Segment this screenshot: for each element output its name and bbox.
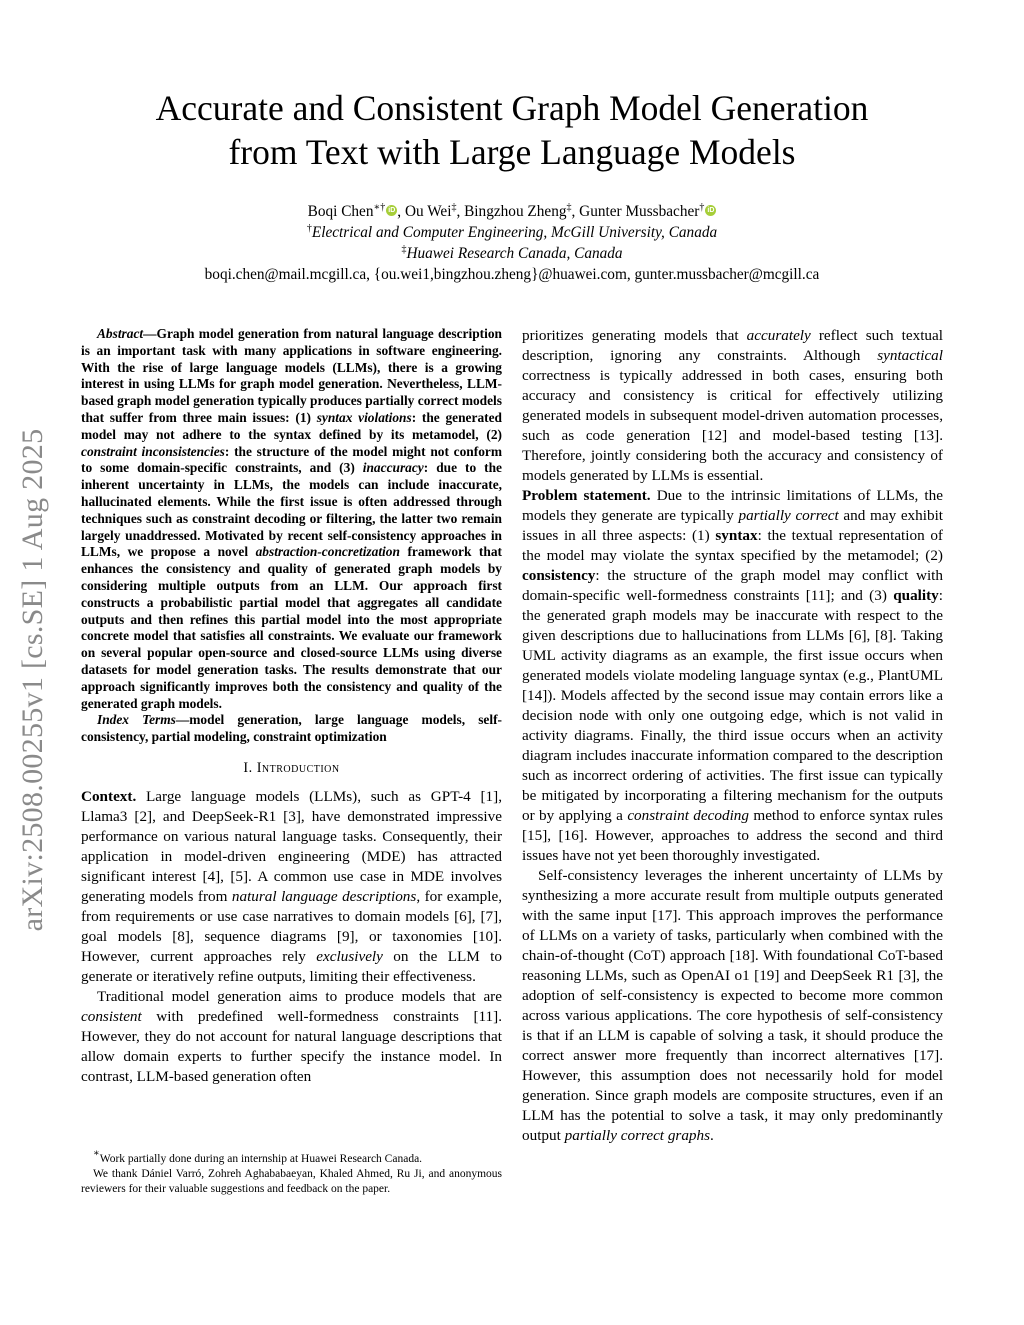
intro-body-left [81,787,502,1087]
paragraph-problem-statement: Problem statement. Due to the intrinsic limitations of LLMs, the models they generate are typically partially correct and may exhibit issues in all three aspects: (1) syntax: the textual representation of the model may violate the syntax specified by the metamodel; (2) consistency: the structure of the graph model may conflict with domain-specific well-formedness constraints [11]; and (3) quality: the generated graph models may be inaccurate with respect to the given descriptions due to hallucinations from LLMs [6], [8]. Taking UML activity diagrams as an example, the first issue occurs when generated models violate modeling language syntax (e.g., PlantUML [14]). Models affected by the second issue may contain errors like a decision node with only one outgoing edge, which is not valid in activity diagrams. Finally, the third issue occurs when an activity diagram includes inaccurate information compared to the description such as incorrect ordering of activities. The first issue can typically be mitigated by incorporating a filtering mechanism for the outputs or by applying a constraint decoding method to enforce syntax rules [15], [16]. However, approaches to address the second and third issues have not yet been thoroughly investigated. [522,487,944,864]
affiliation-2 [80,243,944,264]
right-column [522,326,943,1146]
paragraph-context: Context. Large language models (LLMs), such as GPT-4 [1], Llama3 [2], and DeepSeek-R1 [3], have demonstrated impressive performance on various natural language tasks. Consequently, their application in model-driven engineering (MDE) has attracted significant interest [4], [5]. A common use case in MDE involves generating models from natural language descriptions, for example, from requirements or use case narratives to domain models [6], [7], goal models [8], sequence diagrams [9], or taxonomies [10]. However, current approaches rely exclusively on the LLM to generate or iteratively refine outputs, limiting their effectiveness. [81,787,503,985]
footnote-2: We thank Dániel Varró, Zohreh Aghababaeyan, Khaled Ahmed, Ru Ji, and anonymous reviewers for their valuable suggestions and feedback on the paper. [81,1168,502,1195]
title-line-1: Accurate and Consistent Graph Model Generation [155,88,869,128]
author-1: Boqi Chen [307,203,374,220]
author-3-marks: ‡ [566,202,572,213]
affiliation-2-text: Huawei Research Canada, Canada [406,245,623,262]
author-2-marks: ‡ [451,202,457,213]
author-4-marks: † [699,202,705,213]
context-label: Context. [81,787,137,805]
footnotes [81,1148,502,1197]
abstract-paragraph: Abstract—Graph model generation from natural language description is an important task with many applications in software engineering. With the rise of large language models (LLMs), there is a growing interest in using LLMs for graph model generation. Nevertheless, LLM-based graph model generation typically produces partially correct models that suffer from three main issues: (1) syntax violations: the generated model may not adhere to the syntax defined by its metamodel, (2) constraint inconsistencies: the structure of the model might not conform to some domain-specific constraints, and (3) inaccuracy: due to the inherent uncertainty in LLMs, the models can include inaccurate, hallucinated elements. While the first issue is often addressed through techniques such as constraint decoding or filtering, the latter two remain largely unaddressed. Motivated by recent self-consistency approaches in LLMs, we propose a novel abstraction-concretization framework that enhances the consistency and quality of generated graph models by considering multiple outputs from an LLM. Our approach first constructs a probabilistic partial model that aggregates all candidate outputs and then refines this partial model into the most appropriate concrete model that satisfies all constraints. We evaluate our framework on several popular open-source and closed-source LLMs using diverse datasets for model generation tasks. The results demonstrate that our approach significantly improves both the consistency and quality of the generated graph models. [81,326,502,711]
title-line-2: from Text with Large Language Models [228,132,796,172]
intro-body-right [522,326,943,1146]
orcid-icon[interactable]: iD [388,207,396,214]
section-heading-introduction: I. Introduction [243,759,340,776]
footnote-1: ∗Work partially done during an internship at Huawei Research Canada. [93,1148,423,1165]
author-3: , Bingzhou Zheng [456,203,567,220]
author-block [80,201,944,285]
paragraph-traditional: Traditional model generation aims to produce models that are consistent with predefined well-formedness constraints [11]. However, they do not account for natural language descriptions that allow domain experts to further specify the instance model. In contrast, LLM-based generation often [81,987,502,1085]
left-column [81,326,502,1087]
affiliation-1 [80,222,944,243]
paragraph-traditional-continued: prioritizes generating models that accurately reflect such textual description, ignoring any constraints. Although syntactical correctness is typically addressed in both cases, ensuring both accuracy and consistency is critical for effectively utilizing generated models in subsequent model-driven automation processes, such as code generation [12] and model-based testing [13]. Therefore, jointly considering both the accuracy and consistency of models generated by LLMs is essential. [522,327,943,484]
abstract-label: Abstract [97,326,144,341]
affiliation-1-mark: † [306,223,312,234]
arxiv-identifier: arXiv:2508.00255v1 [cs.SE] 1 Aug 2025 [16,428,49,932]
author-list [80,201,944,222]
paragraph-self-consistency: Self-consistency leverages the inherent uncertainty of LLMs by synthesizing a more accurate result from multiple outputs generated with the same input [17]. This approach improves the performance of LLMs on a variety of tasks, particularly when combined with the chain-of-thought (CoT) approach [18]. With foundational CoT-based reasoning LLMs, such as OpenAI o1 [19] and DeepSeek R1 [3], the adoption of self-consistency is expected to become more common across various applications. The core hypothesis of self-consistency is that if an LLM is capable of solving a task, it should produce the correct answer more frequently than incorrect alternatives [17]. However, this assumption does not necessarily hold for model generation. Since graph models are composite structures, even if an LLM has the potential to solve a task, it may only predominantly output partially correct graphs. [522,867,943,1144]
abstract [81,326,502,746]
author-4: , Gunter Mussbacher [571,203,700,220]
paper-title [80,86,944,174]
author-emails: boqi.chen@mail.mcgill.ca, {ou.wei1,bingzhou.zheng}@huawei.com, gunter.mussbacher@mcgill.ca [204,266,820,283]
affiliation-2-mark: ‡ [401,244,407,255]
problem-statement-label: Problem statement. [522,487,651,504]
index-terms: Index Terms—model generation, large language models, self-consistency, partial modeling, constraint optimization [81,712,503,745]
orcid-icon[interactable]: iD [707,207,715,214]
author-2: , Ou Wei [397,203,452,220]
arxiv-sidebar [8,380,58,980]
index-terms-label: Index Terms [97,712,176,728]
affiliation-1-text: Electrical and Computer Engineering, McGill University, Canada [311,224,718,241]
author-1-marks: ∗† [373,202,386,213]
